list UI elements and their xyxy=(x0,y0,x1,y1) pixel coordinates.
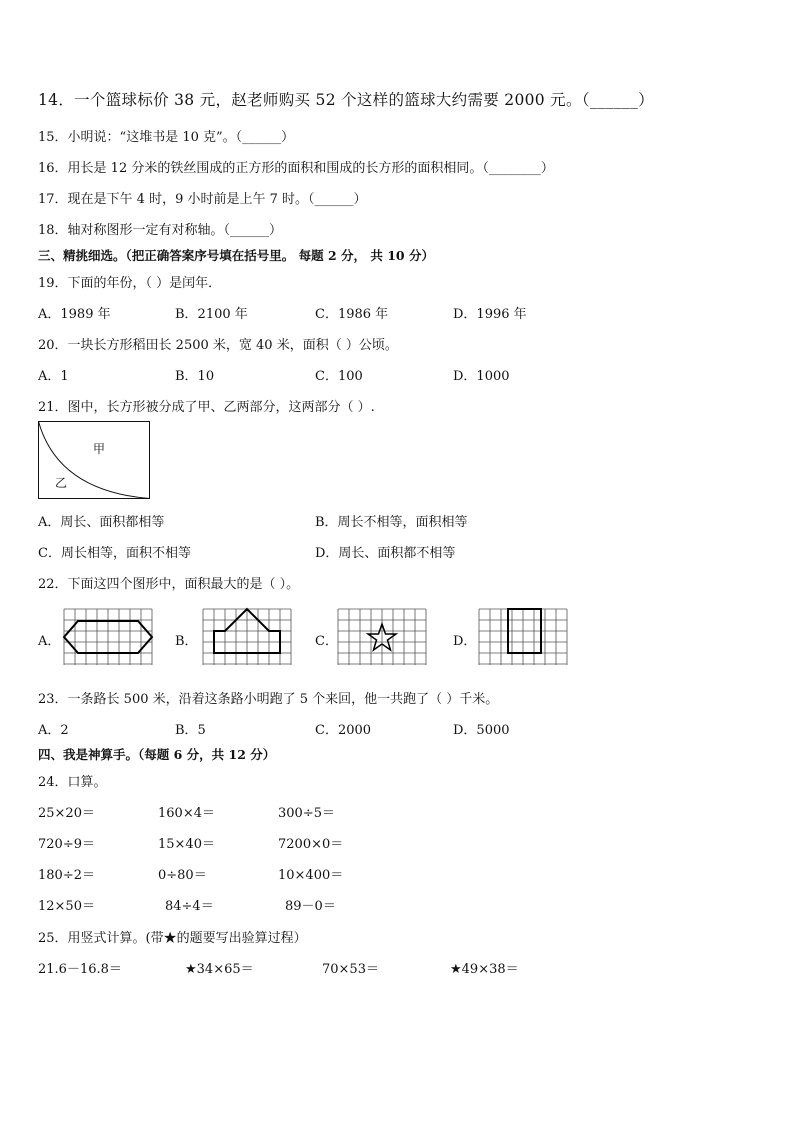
mental-math-item: 180÷2＝ xyxy=(38,868,95,883)
question-24-text: 24．口算。 xyxy=(38,775,107,790)
section-4-heading: 四、我是神算手。（每题 6 分，共 12 分） xyxy=(38,747,276,762)
answer-blank-15[interactable]: （______） xyxy=(235,130,295,145)
q21-label-jia: 甲 xyxy=(93,442,106,456)
question-20-text: 20．一块长方形稻田长 2500 米，宽 40 米，面积（ ）公顷。 xyxy=(38,338,398,353)
q21-option-b[interactable]: B．周长不相等，面积相等 xyxy=(315,515,468,530)
q23-option-b[interactable]: B．5 xyxy=(175,723,206,738)
q22-option-b[interactable]: B． xyxy=(175,634,198,649)
question-23-text: 23．一条路长 500 米，沿着这条路小明跑了 5 个来回，他一共跑了（ ）千米。 xyxy=(38,692,499,707)
q22-figure-c xyxy=(338,609,426,665)
question-16 xyxy=(38,157,554,176)
q21-option-c[interactable]: C．周长相等，面积不相等 xyxy=(38,546,191,561)
mental-math-item: 300÷5＝ xyxy=(278,806,335,821)
q19-option-d[interactable]: D．1996 年 xyxy=(453,307,527,322)
q20-option-c[interactable]: C．100 xyxy=(315,369,363,384)
q21-option-a[interactable]: A．周长、面积都相等 xyxy=(38,515,165,530)
mental-math-item: 160×4＝ xyxy=(158,806,215,821)
mental-math-item: 89－0＝ xyxy=(285,899,336,914)
question-21-text: 21．图中，长方形被分成了甲、乙两部分，这两部分（ ）. xyxy=(38,400,375,415)
q20-option-d[interactable]: D．1000 xyxy=(453,369,510,384)
question-14-text: 14．一个篮球标价 38 元，赵老师购买 52 个这样的篮球大约需要 2000 元。 xyxy=(38,91,582,109)
q23-option-c[interactable]: C．2000 xyxy=(315,723,372,738)
mental-math-item: 84÷4＝ xyxy=(165,899,214,914)
answer-blank-14[interactable]: （______） xyxy=(581,91,654,109)
mental-math-item: 15×40＝ xyxy=(158,837,215,852)
q22-option-a[interactable]: A． xyxy=(38,634,61,649)
vertical-calc-item: 70×53＝ xyxy=(322,962,379,977)
q19-option-a[interactable]: A．1989 年 xyxy=(38,307,111,322)
answer-blank-17[interactable]: （______） xyxy=(308,192,367,207)
mental-math-item: 720÷9＝ xyxy=(38,837,95,852)
section-3-heading: 三、精挑细选。（把正确答案序号填在括号里。 每题 2 分， 共 10 分） xyxy=(38,248,434,263)
question-15-text: 15．小明说：“这堆书是 10 克”。 xyxy=(38,130,236,145)
question-14 xyxy=(38,88,654,110)
q22-option-c[interactable]: C． xyxy=(315,634,338,649)
mental-math-item: 0÷80＝ xyxy=(158,868,207,883)
q23-option-a[interactable]: A．2 xyxy=(38,723,69,738)
question-22-text: 22．下面这四个图形中，面积最大的是（ ）。 xyxy=(38,577,300,592)
q20-option-b[interactable]: B．10 xyxy=(175,369,215,384)
question-16-text: 16．用长是 12 分米的铁丝围成的正方形的面积和围成的长方形的面积相同。 xyxy=(38,161,483,176)
q23-option-d[interactable]: D．5000 xyxy=(453,723,510,738)
q21-label-yi: 乙 xyxy=(55,476,68,490)
vertical-calc-item: 21.6－16.8＝ xyxy=(38,962,122,977)
answer-blank-18[interactable]: （______） xyxy=(223,223,283,238)
q22-option-d[interactable]: D． xyxy=(453,634,477,649)
q22-figure-d xyxy=(479,609,567,665)
q22-figure-b xyxy=(203,609,291,665)
question-18 xyxy=(38,219,282,238)
q22-figure-a xyxy=(64,609,152,665)
q20-option-a[interactable]: A．1 xyxy=(38,369,69,384)
mental-math-item: 25×20＝ xyxy=(38,806,95,821)
question-15 xyxy=(38,126,294,145)
mental-math-item: 7200×0＝ xyxy=(278,837,344,852)
q21-option-d[interactable]: D．周长、面积都不相等 xyxy=(315,546,456,561)
question-17-text: 17．现在是下午 4 时，9 小时前是上午 7 时。 xyxy=(38,192,309,207)
mental-math-item: 10×400＝ xyxy=(278,868,344,883)
question-19-text: 19．下面的年份，（ ）是闰年． xyxy=(38,276,222,291)
question-17 xyxy=(38,188,367,207)
mental-math-item: 12×50＝ xyxy=(38,899,95,914)
question-25-text: 25．用竖式计算。(带★的题要写出验算过程） xyxy=(38,931,307,946)
vertical-calc-item: ★34×65＝ xyxy=(185,962,254,977)
question-18-text: 18．轴对称图形一定有对称轴。 xyxy=(38,223,224,238)
q19-option-b[interactable]: B．2100 年 xyxy=(175,307,248,322)
answer-blank-16[interactable]: （________） xyxy=(482,161,554,176)
q19-option-c[interactable]: C．1986 年 xyxy=(315,307,389,322)
vertical-calc-item: ★49×38＝ xyxy=(450,962,519,977)
